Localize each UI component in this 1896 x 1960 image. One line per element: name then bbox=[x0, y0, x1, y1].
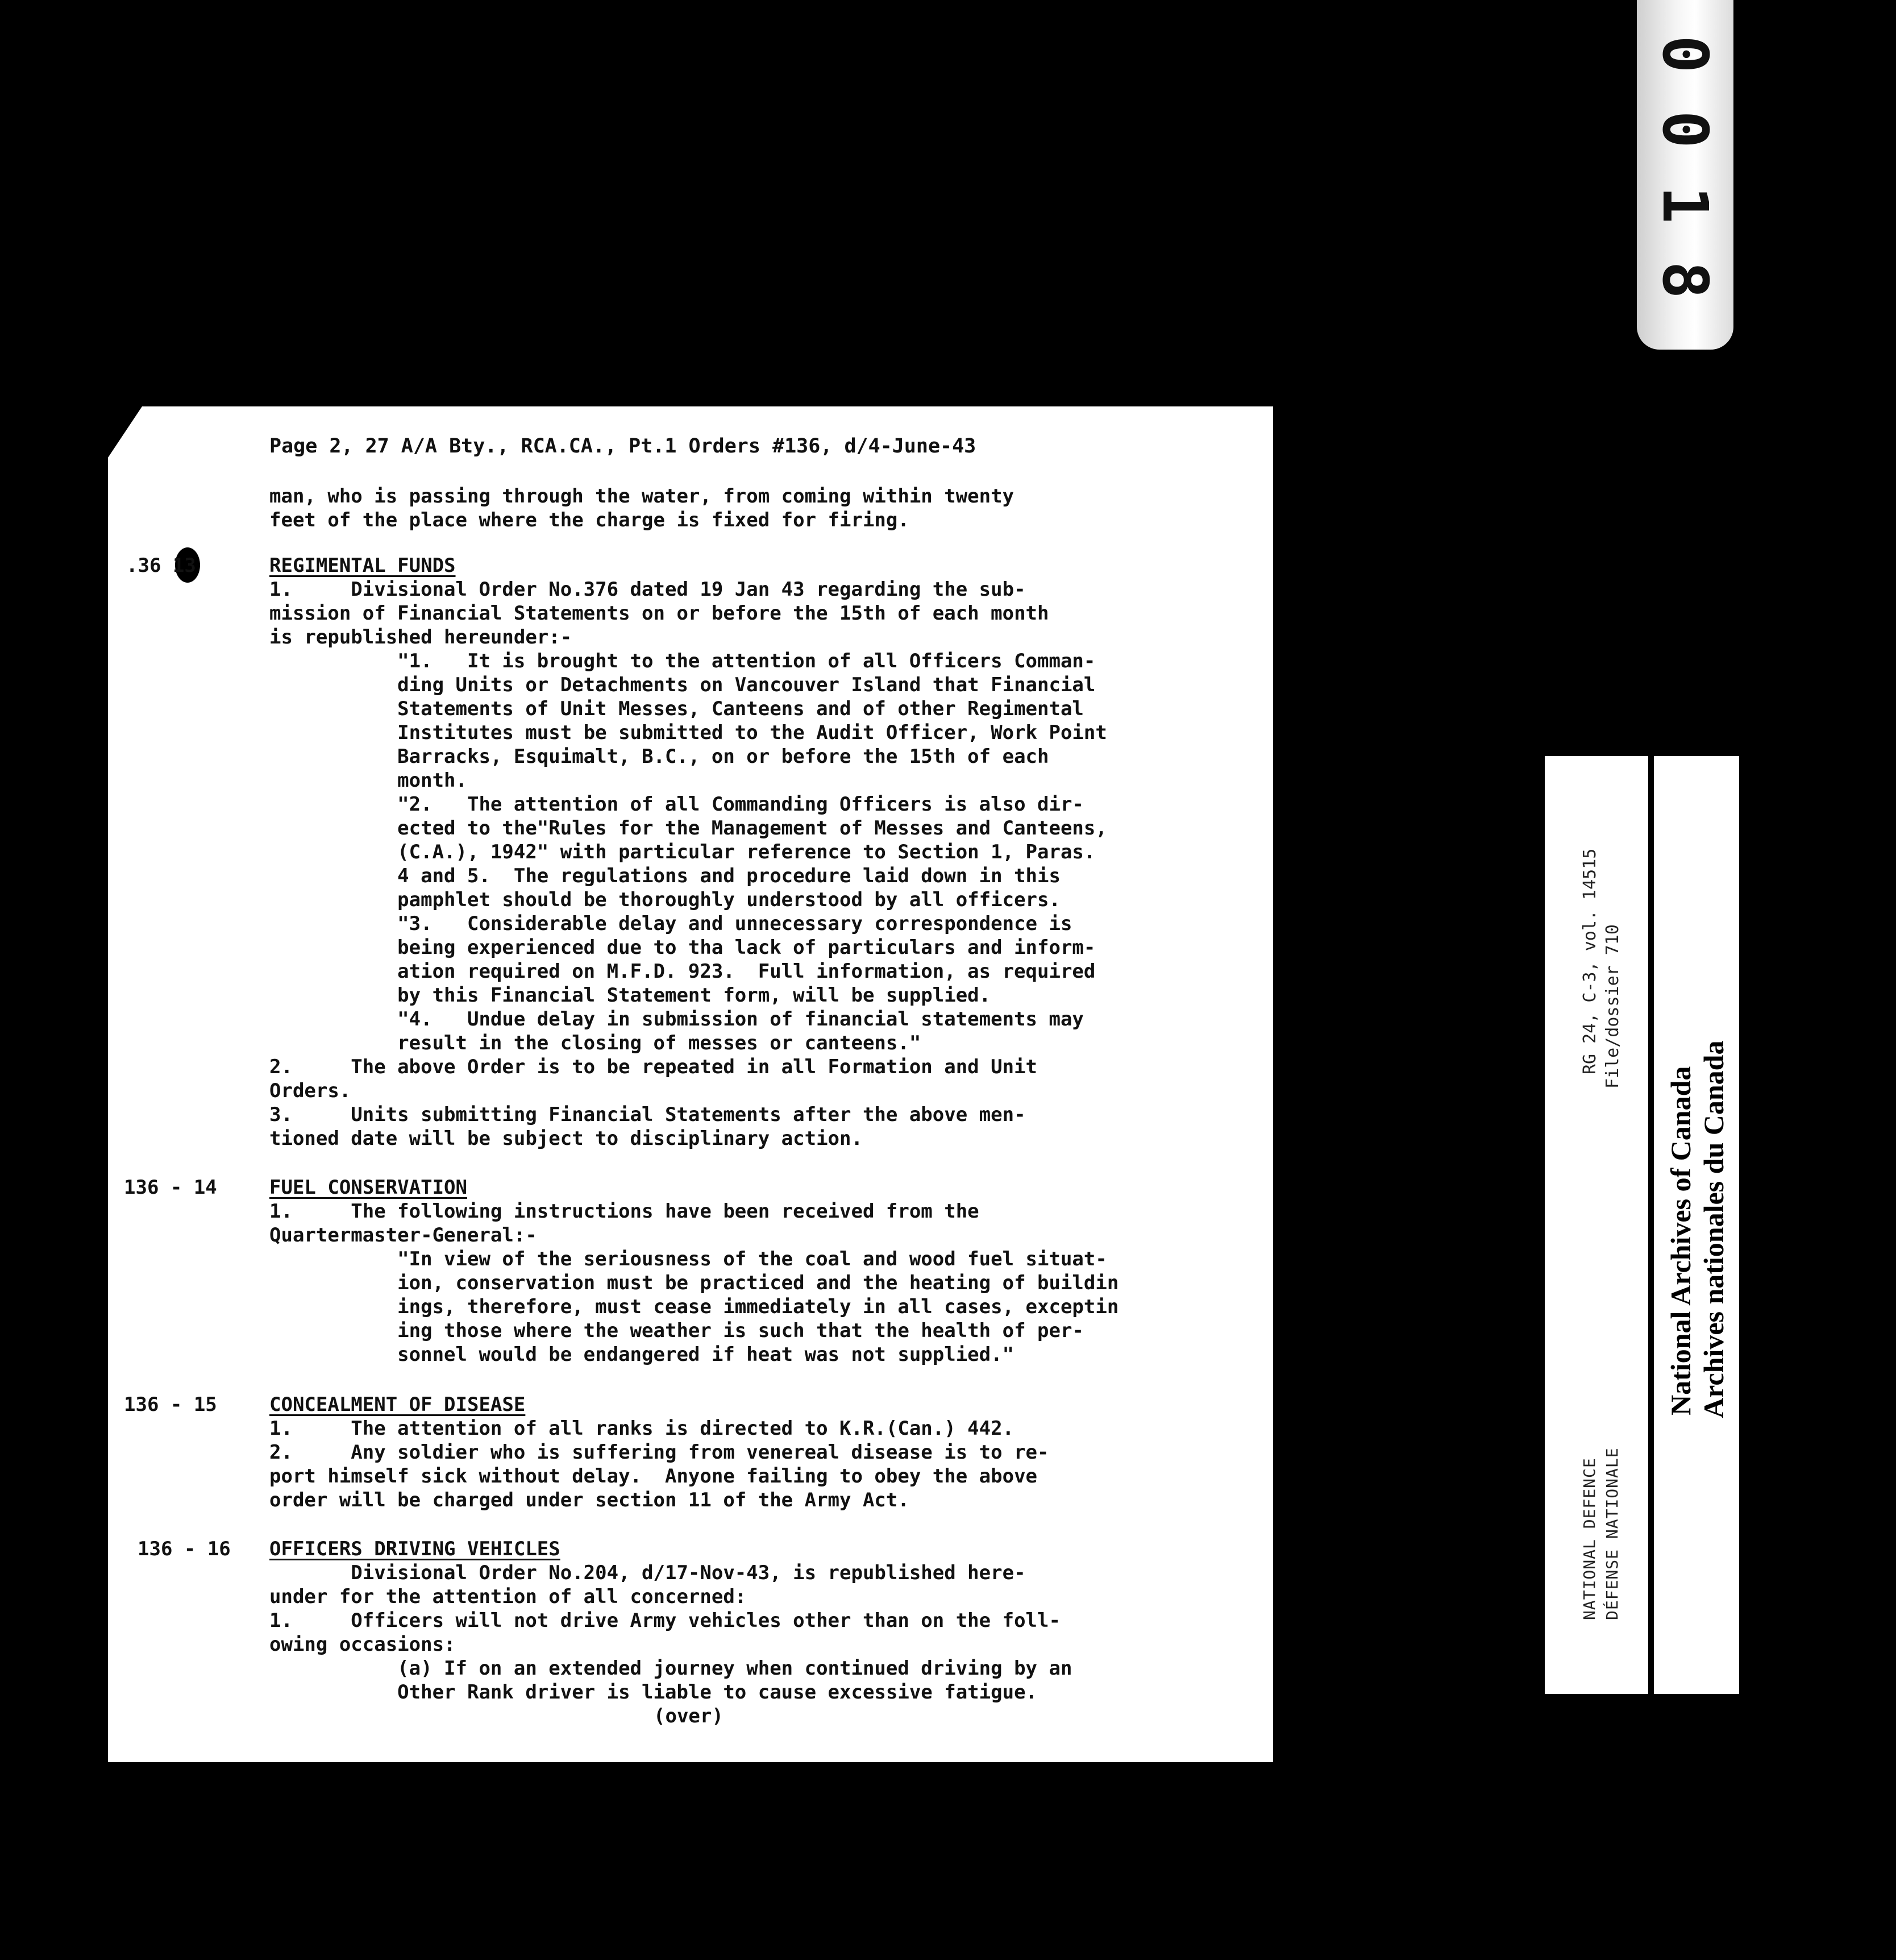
section-ref: 136 - 16 bbox=[138, 1538, 231, 1560]
body-line: ings, therefore, must cease immediately in all cases, exceptin bbox=[269, 1295, 1119, 1318]
intro-line: man, who is passing through the water, from coming within twenty bbox=[269, 485, 1014, 508]
defence-en: NATIONAL DEFENCE bbox=[1580, 1457, 1599, 1620]
body-line: Statements of Unit Messes, Canteens and of other Regimental bbox=[269, 697, 1084, 720]
body-line: "In view of the seriousness of the coal and wood fuel situat- bbox=[269, 1248, 1107, 1270]
section-title: OFFICERS DRIVING VEHICLES bbox=[269, 1538, 560, 1560]
body-line: "2. The attention of all Commanding Officers is also dir- bbox=[269, 793, 1084, 816]
body-line: Divisional Order No.204, d/17-Nov-43, is republished here- bbox=[269, 1562, 1026, 1584]
body-line: "4. Undue delay in submission of financial statements may bbox=[269, 1008, 1084, 1031]
body-line: ation required on M.F.D. 923. Full information, as required bbox=[269, 960, 1096, 983]
body-line: 1. The following instructions have been received from the bbox=[269, 1200, 979, 1223]
body-line: 2. The above Order is to be repeated in all Formation and Unit bbox=[269, 1056, 1038, 1078]
body-line: sonnel would be endangered if heat was not supplied." bbox=[269, 1343, 1014, 1366]
body-line: Barracks, Esquimalt, B.C., on or before the 15th of each bbox=[269, 745, 1049, 768]
body-line: pamphlet should be thoroughly understood by all officers. bbox=[269, 888, 1061, 911]
defence-fr: DÉFENSE NATIONALE bbox=[1603, 1447, 1621, 1620]
body-line: Orders. bbox=[269, 1079, 351, 1102]
body-line: result in the closing of messes or canteens." bbox=[269, 1032, 921, 1054]
body-line: "3. Considerable delay and unnecessary correspondence is bbox=[269, 912, 1072, 935]
body-line: ding Units or Detachments on Vancouver Island that Financial bbox=[269, 674, 1096, 696]
torn-corner bbox=[108, 406, 142, 458]
body-line: 3. Units submitting Financial Statements after the above men- bbox=[269, 1103, 1026, 1126]
page-footer: (over) bbox=[654, 1705, 724, 1728]
body-line: being experienced due to tha lack of particulars and inform- bbox=[269, 936, 1096, 959]
body-line: ion, conservation must be practiced and the heating of buildin bbox=[269, 1272, 1119, 1294]
body-line: by this Financial Statement form, will be supplied. bbox=[269, 984, 991, 1007]
body-line: ected to the"Rules for the Management of Messes and Canteens, bbox=[269, 817, 1107, 840]
body-line: 1. Divisional Order No.376 dated 19 Jan 43 regarding the sub- bbox=[269, 578, 1026, 601]
archive-reference: RG 24, C-3, vol. 14515 bbox=[1580, 848, 1600, 1074]
archive-label bbox=[1545, 756, 1739, 1694]
body-line: order will be charged under section 11 of the Army Act. bbox=[269, 1489, 909, 1511]
frame-counter bbox=[1637, 0, 1733, 350]
body-line: "1. It is brought to the attention of all Officers Comman- bbox=[269, 650, 1096, 672]
body-line: mission of Financial Statements on or before the 15th of each month bbox=[269, 602, 1049, 625]
body-line: is republished hereunder:- bbox=[269, 626, 572, 649]
section-ref: 136 - 14 bbox=[124, 1176, 217, 1199]
body-line: ing those where the weather is such that the health of per- bbox=[269, 1319, 1084, 1342]
body-line: 1. Officers will not drive Army vehicles other than on the foll- bbox=[269, 1609, 1061, 1632]
section-title: REGIMENTAL FUNDS bbox=[269, 554, 456, 577]
section-title: FUEL CONSERVATION bbox=[269, 1176, 467, 1199]
body-line: 2. Any soldier who is suffering from venereal disease is to re- bbox=[269, 1441, 1049, 1464]
section-ref: 136 - 15 bbox=[124, 1393, 217, 1416]
body-line: port himself sick without delay. Anyone failing to obey the above bbox=[269, 1465, 1038, 1488]
body-line: Quartermaster-General:- bbox=[269, 1224, 537, 1247]
document-page bbox=[108, 406, 1273, 1762]
body-line: 4 and 5. The regulations and procedure laid down in this bbox=[269, 865, 1061, 887]
body-line: month. bbox=[269, 769, 467, 792]
archives-fr: Archives nationales du Canada bbox=[1698, 1040, 1729, 1418]
frame-number: 0 0 1 8 bbox=[1649, 35, 1722, 299]
body-line: Other Rank driver is liable to cause excessive fatigue. bbox=[269, 1681, 1038, 1704]
body-line: (a) If on an extended journey when continued driving by an bbox=[269, 1657, 1072, 1680]
label-divider bbox=[1648, 756, 1654, 1694]
archives-en: National Archives of Canada bbox=[1665, 1066, 1697, 1415]
body-line: Institutes must be submitted to the Audit Officer, Work Point bbox=[269, 721, 1107, 744]
body-line: tioned date will be subject to disciplinary action. bbox=[269, 1127, 863, 1150]
archive-file: File/dossier 710 bbox=[1603, 924, 1623, 1089]
body-line: (C.A.), 1942" with particular reference to Section 1, Paras. bbox=[269, 841, 1096, 863]
section-ref: .36 13 bbox=[126, 554, 196, 577]
section-title: CONCEALMENT OF DISEASE bbox=[269, 1393, 526, 1416]
body-line: owing occasions: bbox=[269, 1633, 456, 1656]
intro-line: feet of the place where the charge is fixed for firing. bbox=[269, 509, 909, 531]
body-line: under for the attention of all concerned: bbox=[269, 1585, 747, 1608]
page-header: Page 2, 27 A/A Bty., RCA.CA., Pt.1 Orders #136, d/4-June-43 bbox=[269, 435, 976, 458]
body-line: 1. The attention of all ranks is directed to K.R.(Can.) 442. bbox=[269, 1417, 1014, 1440]
